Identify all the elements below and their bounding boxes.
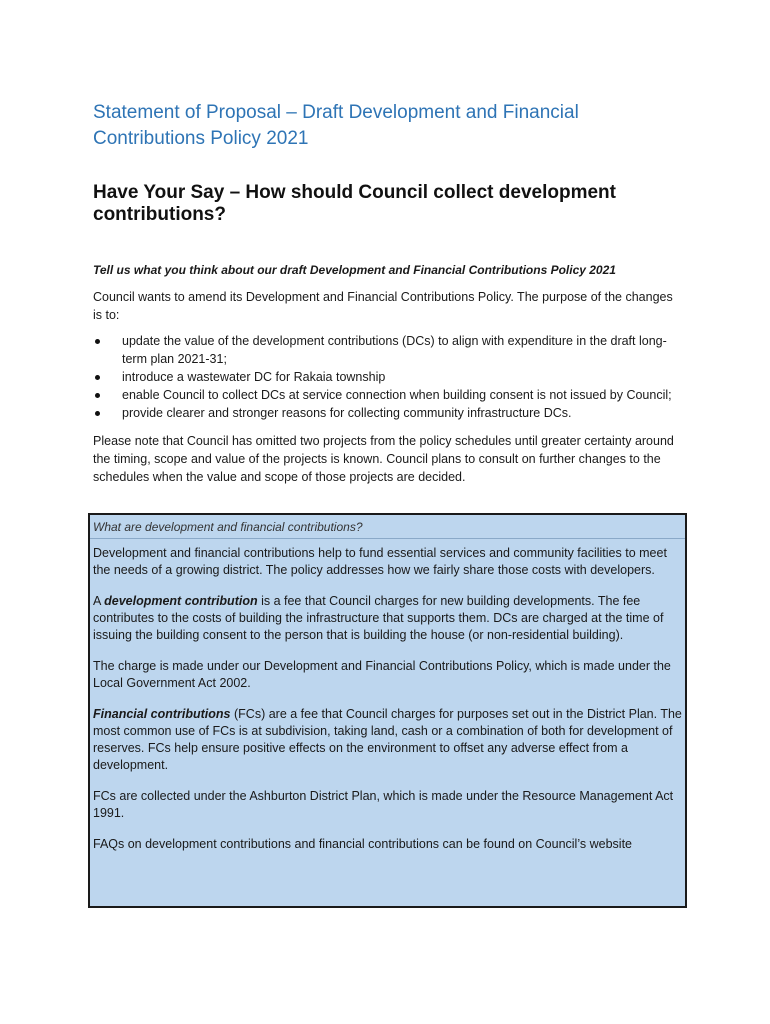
info-box-paragraph-4 xyxy=(93,706,683,774)
note-paragraph: Please note that Council has omitted two projects from the policy schedules until greater certainty around the timing, scope and value of the projects is known. Council plans to consult on further changes to the schedules when the value and scope of those projects are decided. xyxy=(93,434,674,484)
info-box xyxy=(88,513,687,908)
bullet-icon xyxy=(95,339,100,344)
info-box-paragraph-6: FAQs on development contributions and financial contributions can be found on Council’s website xyxy=(93,837,632,851)
list-item xyxy=(93,332,683,368)
intro-paragraph: Council wants to amend its Development and Financial Contributions Policy. The purpose of the changes is to: xyxy=(93,290,673,322)
list-item-text: introduce a wastewater DC for Rakaia township xyxy=(122,370,386,384)
info-box-paragraph-3: The charge is made under our Development and Financial Contributions Policy, which is made under the Local Government Act 2002. xyxy=(93,659,671,690)
p2-prefix: A xyxy=(93,594,105,608)
document-page xyxy=(93,100,683,486)
purpose-list xyxy=(93,332,683,422)
info-box-paragraph-2 xyxy=(93,593,683,644)
p4-rest: (FCs) are a fee that Council charges for purposes set out in the District Plan. The most common use of FCs is at subdivision, taking land, cash or a combination of both for development of reserves. FCs help ensure positive effects on the environment to offset any adverse effect from a development. xyxy=(93,707,682,772)
document-title-line2: Contributions Policy 2021 xyxy=(93,128,309,149)
p2-rest: is a fee that Council charges for new building developments. The fee contributes to the costs of building the infrastructure that supports them. DCs are charged at the time of issuing the building consent to the person that is building the house (or non-residential building). xyxy=(93,594,664,642)
list-item xyxy=(93,368,683,386)
info-box-question: What are development and financial contributions? xyxy=(90,519,685,539)
bullet-icon xyxy=(95,393,100,398)
info-box-paragraph-1: Development and financial contributions help to fund essential services and community facilities to meet the needs of a growing district. The policy addresses how we fairly share those costs with developers. xyxy=(93,546,667,577)
document-title xyxy=(93,100,683,152)
list-item xyxy=(93,386,683,404)
list-item-text: update the value of the development contributions (DCs) to align with expenditure in the draft long-term plan 2021-31; xyxy=(122,334,667,366)
financial-contributions-term: Financial contributions xyxy=(93,707,231,721)
development-contribution-term: development contribution xyxy=(104,594,258,608)
document-title-line1: Statement of Proposal – Draft Development and Financial xyxy=(93,102,579,123)
have-your-say-heading: Have Your Say – How should Council collect development contributions? xyxy=(93,182,616,225)
list-item-text: provide clearer and stronger reasons for collecting community infrastructure DCs. xyxy=(122,406,572,420)
list-item xyxy=(93,404,683,422)
info-box-paragraph-5: FCs are collected under the Ashburton District Plan, which is made under the Resource Management Act 1991. xyxy=(93,789,674,820)
bullet-icon xyxy=(95,411,100,416)
tagline: Tell us what you think about our draft Development and Financial Contributions Policy 2021 xyxy=(93,263,616,277)
list-item-text: enable Council to collect DCs at service connection when building consent is not issued by Council; xyxy=(122,388,672,402)
bullet-icon xyxy=(95,375,100,380)
